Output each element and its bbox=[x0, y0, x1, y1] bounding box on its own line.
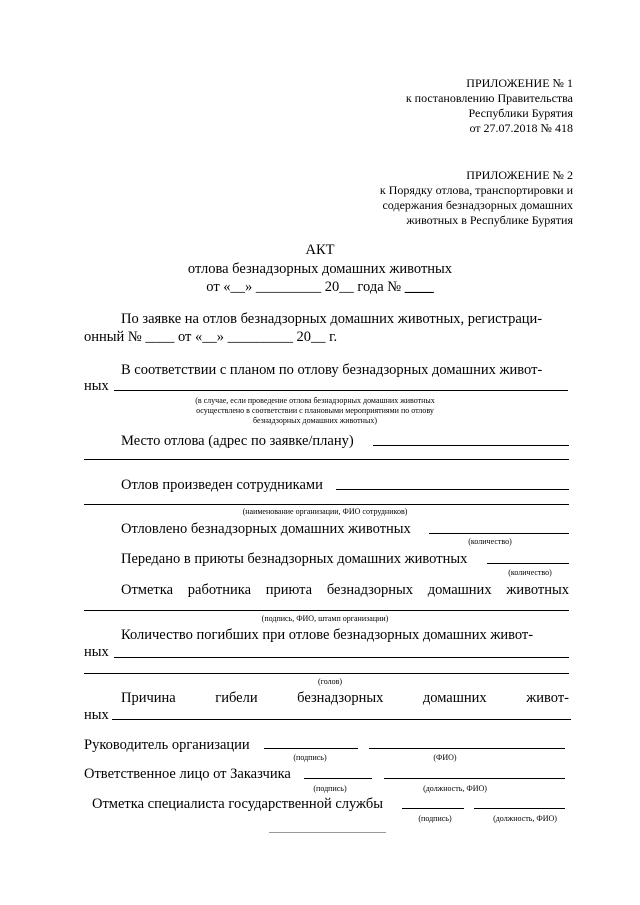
appendix-2-line-3: животных в Республике Бурятия bbox=[406, 213, 573, 227]
plan-note-line-3: безнадзорных домашних животных) bbox=[253, 416, 377, 425]
shelter-word-6: животных bbox=[506, 582, 569, 598]
customer-label: Ответственное лицо от Заказчика bbox=[84, 766, 291, 782]
cause-word-4: домашних bbox=[422, 690, 487, 706]
specialist-name-note: (должность, ФИО) bbox=[493, 814, 557, 823]
specialist-sign-note: (подпись) bbox=[418, 814, 452, 823]
staff-fill-line-2[interactable] bbox=[84, 504, 569, 505]
appendix-1-line-3: от 27.07.2018 № 418 bbox=[469, 121, 573, 135]
specialist-name-line[interactable] bbox=[474, 808, 565, 809]
specialist-sign-line[interactable] bbox=[402, 808, 464, 809]
plan-note bbox=[150, 396, 480, 426]
dead-line-1: Количество погибших при отлове безнадзорных домашних живот- bbox=[121, 627, 534, 643]
dead-fill-line-1[interactable] bbox=[114, 657, 569, 658]
cause-word-5: живот- bbox=[526, 690, 569, 706]
customer-sign-note: (подпись) bbox=[313, 784, 347, 793]
dead-fill-line-2[interactable] bbox=[84, 673, 569, 674]
cause-line bbox=[121, 689, 569, 707]
plan-line-2-prefix: ных bbox=[84, 378, 109, 394]
shelter-mark-line bbox=[121, 581, 569, 599]
cause-line-2-prefix: ных bbox=[84, 707, 109, 723]
transferred-note: (количество) bbox=[508, 568, 552, 577]
shelter-note: (подпись, ФИО, штамп организации) bbox=[261, 614, 389, 623]
appendix-1-line-2: Республики Бурятия bbox=[468, 106, 573, 120]
shelter-word-1: Отметка bbox=[121, 582, 174, 598]
cause-fill-line[interactable] bbox=[112, 719, 571, 720]
act-subtitle: отлова безнадзорных домашних животных bbox=[187, 261, 453, 277]
head-sign-note: (подпись) bbox=[293, 753, 327, 762]
specialist-label: Отметка специалиста государственной службы bbox=[92, 796, 384, 812]
appendix-1-title: ПРИЛОЖЕНИЕ № 1 bbox=[466, 76, 573, 90]
cause-word-1: Причина bbox=[121, 690, 176, 706]
appendix-2-line-2: содержания безнадзорных домашних bbox=[382, 198, 573, 212]
act-title: АКТ bbox=[305, 242, 335, 258]
appendix-2-title: ПРИЛОЖЕНИЕ № 2 bbox=[466, 168, 573, 182]
caught-label: Отловлено безнадзорных домашних животных bbox=[121, 521, 411, 537]
transferred-fill-line[interactable] bbox=[487, 563, 569, 564]
shelter-word-4: безнадзорных bbox=[326, 582, 414, 598]
staff-fill-line-1[interactable] bbox=[336, 489, 569, 490]
place-fill-line-2[interactable] bbox=[84, 459, 569, 460]
customer-name-note: (должность, ФИО) bbox=[423, 784, 487, 793]
appendix-2-header bbox=[313, 168, 573, 228]
plan-fill-line[interactable] bbox=[114, 390, 568, 391]
place-label: Место отлова (адрес по заявке/плану) bbox=[121, 433, 354, 449]
dead-note: (голов) bbox=[317, 677, 343, 686]
appendix-1-header bbox=[313, 76, 573, 136]
customer-name-line[interactable] bbox=[384, 778, 565, 779]
act-date-prefix: от «__» _________ 20__ года № bbox=[206, 279, 402, 295]
head-name-note: (ФИО) bbox=[433, 753, 457, 762]
act-number-blank: ____ bbox=[404, 279, 434, 295]
head-label: Руководитель организации bbox=[84, 737, 250, 753]
shelter-word-2: работника bbox=[187, 582, 252, 598]
place-fill-line-1[interactable] bbox=[373, 445, 569, 446]
cause-word-2: гибели bbox=[215, 690, 258, 706]
shelter-word-5: домашних bbox=[427, 582, 492, 598]
dead-line-2-prefix: ных bbox=[84, 644, 109, 660]
plan-note-line-2: осуществлено в соответствии с плановыми мероприятиями по отлову bbox=[196, 406, 434, 415]
cause-word-3: безнадзорных bbox=[297, 690, 384, 706]
shelter-fill-line[interactable] bbox=[84, 610, 569, 611]
appendix-1-line-1: к постановлению Правительства bbox=[405, 91, 573, 105]
caught-note: (количество) bbox=[468, 537, 512, 546]
appendix-2-line-1: к Порядку отлова, транспортировки и bbox=[379, 183, 573, 197]
staff-label: Отлов произведен сотрудниками bbox=[121, 477, 323, 493]
closing-divider bbox=[269, 832, 386, 833]
plan-note-line-1: (в случае, если проведение отлова безнадзорных домашних животных bbox=[195, 396, 435, 405]
act-date-line bbox=[100, 278, 540, 296]
request-line-2: онный № ____ от «__» _________ 20__ г. bbox=[84, 329, 338, 345]
caught-fill-line[interactable] bbox=[429, 533, 569, 534]
plan-line-1: В соответствии с планом по отлову безнадзорных домашних живот- bbox=[121, 362, 543, 378]
staff-note: (наименование организации, ФИО сотрудников) bbox=[242, 507, 408, 516]
request-line-1: По заявке на отлов безнадзорных домашних животных, регистраци- bbox=[121, 311, 543, 327]
head-name-line[interactable] bbox=[369, 748, 565, 749]
head-sign-line[interactable] bbox=[264, 748, 358, 749]
customer-sign-line[interactable] bbox=[304, 778, 372, 779]
transferred-label: Передано в приюты безнадзорных домашних животных bbox=[121, 551, 468, 567]
act-title-block bbox=[100, 241, 540, 296]
shelter-word-3: приюта bbox=[265, 582, 313, 598]
